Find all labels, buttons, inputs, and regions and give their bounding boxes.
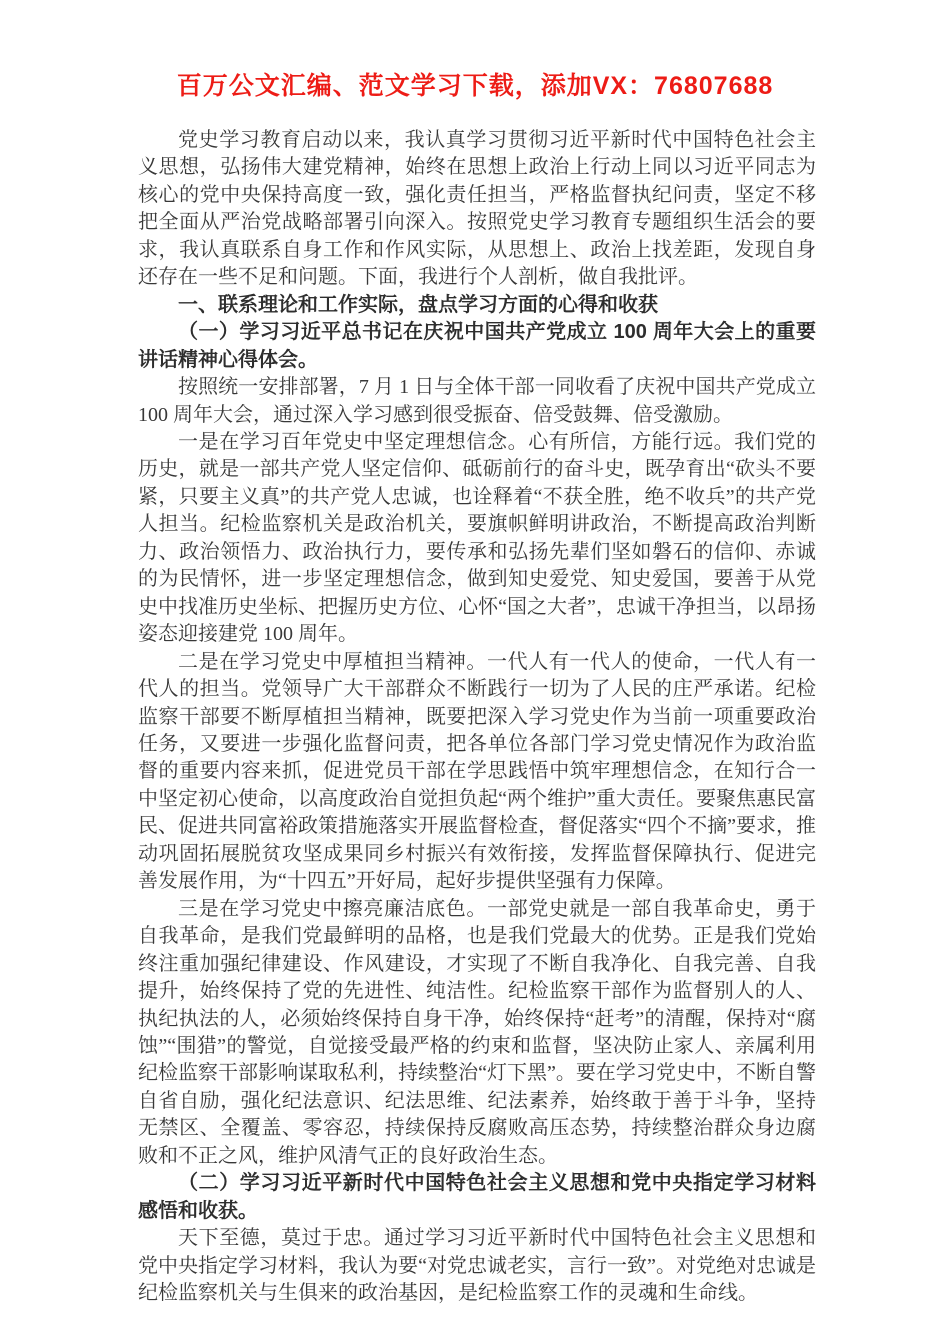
subsection-heading-1-2: （二）学习习近平新时代中国特色社会主义思想和党中央指定学习材料感悟和收获。 xyxy=(138,1172,816,1222)
paragraph-point-two: 二是在学习党史中厚植担当精神。一代人有一代人的使命，一代人有一代人的担当。党领导广大干部群众不断践行一切为了人民的庄严承诺。纪检监察干部要不断厚植担当精神，既要把深入学习党史作为当前一项重要政治任务，又要进一步强化监督问责，把各单位各部门学习党史情况作为政治监督的重要内容来抓，促进党员干部在学思践悟中筑牢理想信念，在知行合一中坚定初心使命，以高度政治自觉担负起“两个维护”重大责任。要聚焦惠民富民、促进共同富裕政策措施落实开展监督检查，督促落实“四个不摘”要求，推动巩固拓展脱贫攻坚成果同乡村振兴有效衔接，发挥监督保障执行、促进完善发展作用，为“十四五”开好局，起好步提供坚强有力保障。 xyxy=(138,650,816,893)
paragraph-loyalty: 天下至德，莫过于忠。通过学习习近平新时代中国特色社会主义思想和党中央指定学习材料，我认为要“对党忠诚老实，言行一致”。对党绝对忠诚是纪检监察机关与生俱来的政治基因，是纪检监察工作的灵魂和生命线。 xyxy=(138,1227,816,1305)
section-heading-1: 一、联系理论和工作实际，盘点学习方面的心得和收获 xyxy=(178,293,658,316)
paragraph-point-one: 一是在学习百年党史中坚定理想信念。心有所信，方能行远。我们党的历史，就是一部共产党人坚定信仰、砥砺前行的奋斗史，既孕育出“砍头不要紧，只要主义真”的共产党人忠诚，也诠释着“不获全胜，绝不收兵”的共产党人担当。纪检监察机关是政治机关，要旗帜鲜明讲政治，不断提高政治判断力、政治领悟力、政治执行力，要传承和弘扬先辈们坚如磐石的信仰、赤诚的为民情怀，进一步坚定理想信念，做到知史爱党、知史爱国，要善于从党史中找准历史坐标、把握历史方位、心怀“国之大者”，忠诚干净担当，以昂扬姿态迎接建党 100 周年。 xyxy=(138,430,816,646)
paragraph-point-three: 三是在学习党史中擦亮廉洁底色。一部党史就是一部自我革命史，勇于自我革命，是我们党最鲜明的品格，也是我们党最大的优势。正是我们党始终注重加强纪律建设、作风建设，才实现了不断自我净化、自我完善、自我提升，始终保持了党的先进性、纯洁性。纪检监察干部作为监督别人的人、执纪执法的人，必须始终保持自身干净，始终保持“赶考”的清醒，保持对“腐蚀”“围猎”的警觉，自觉接受最严格的约束和监督，坚决防止家人、亲属利用纪检监察干部影响谋取私利，持续整治“灯下黑”。要在学习党史中，不断自警自省自励，强化纪法意识、纪法思维、纪法素养，始终敢于善于斗争，坚持无禁区、全覆盖、零容忍，持续保持反腐败高压态势，持续整治群众身边腐败和不正之风，维护风清气正的良好政治生态。 xyxy=(138,897,816,1167)
paragraph-arrangement: 按照统一安排部署，7 月 1 日与全体干部一同收看了庆祝中国共产党成立 100 周年大会，通过深入学习感到很受振奋、倍受鼓舞、倍受激励。 xyxy=(138,376,816,426)
paragraph-intro: 党史学习教育启动以来，我认真学习贯彻习近平新时代中国特色社会主义思想，弘扬伟大建党精神，始终在思想上政治上行动上同以习近平同志为核心的党中央保持高度一致，强化责任担当，严格监督执纪问责，坚定不移把全面从严治党战略部署引向深入。按照党史学习教育专题组织生活会的要求，我认真联系自身工作和作风实际，从思想上、政治上找差距，发现自身还存在一些不足和问题。下面，我进行个人剖析，做自我批评。 xyxy=(138,129,816,289)
promo-header-text: 百万公文汇编、范文学习下载，添加VX：76807688 xyxy=(176,72,774,100)
subsection-heading-1-1: （一）学习习近平总书记在庆祝中国共产党成立 100 周年大会上的重要讲话精神心得体会。 xyxy=(138,321,816,371)
document-body xyxy=(138,127,816,1307)
